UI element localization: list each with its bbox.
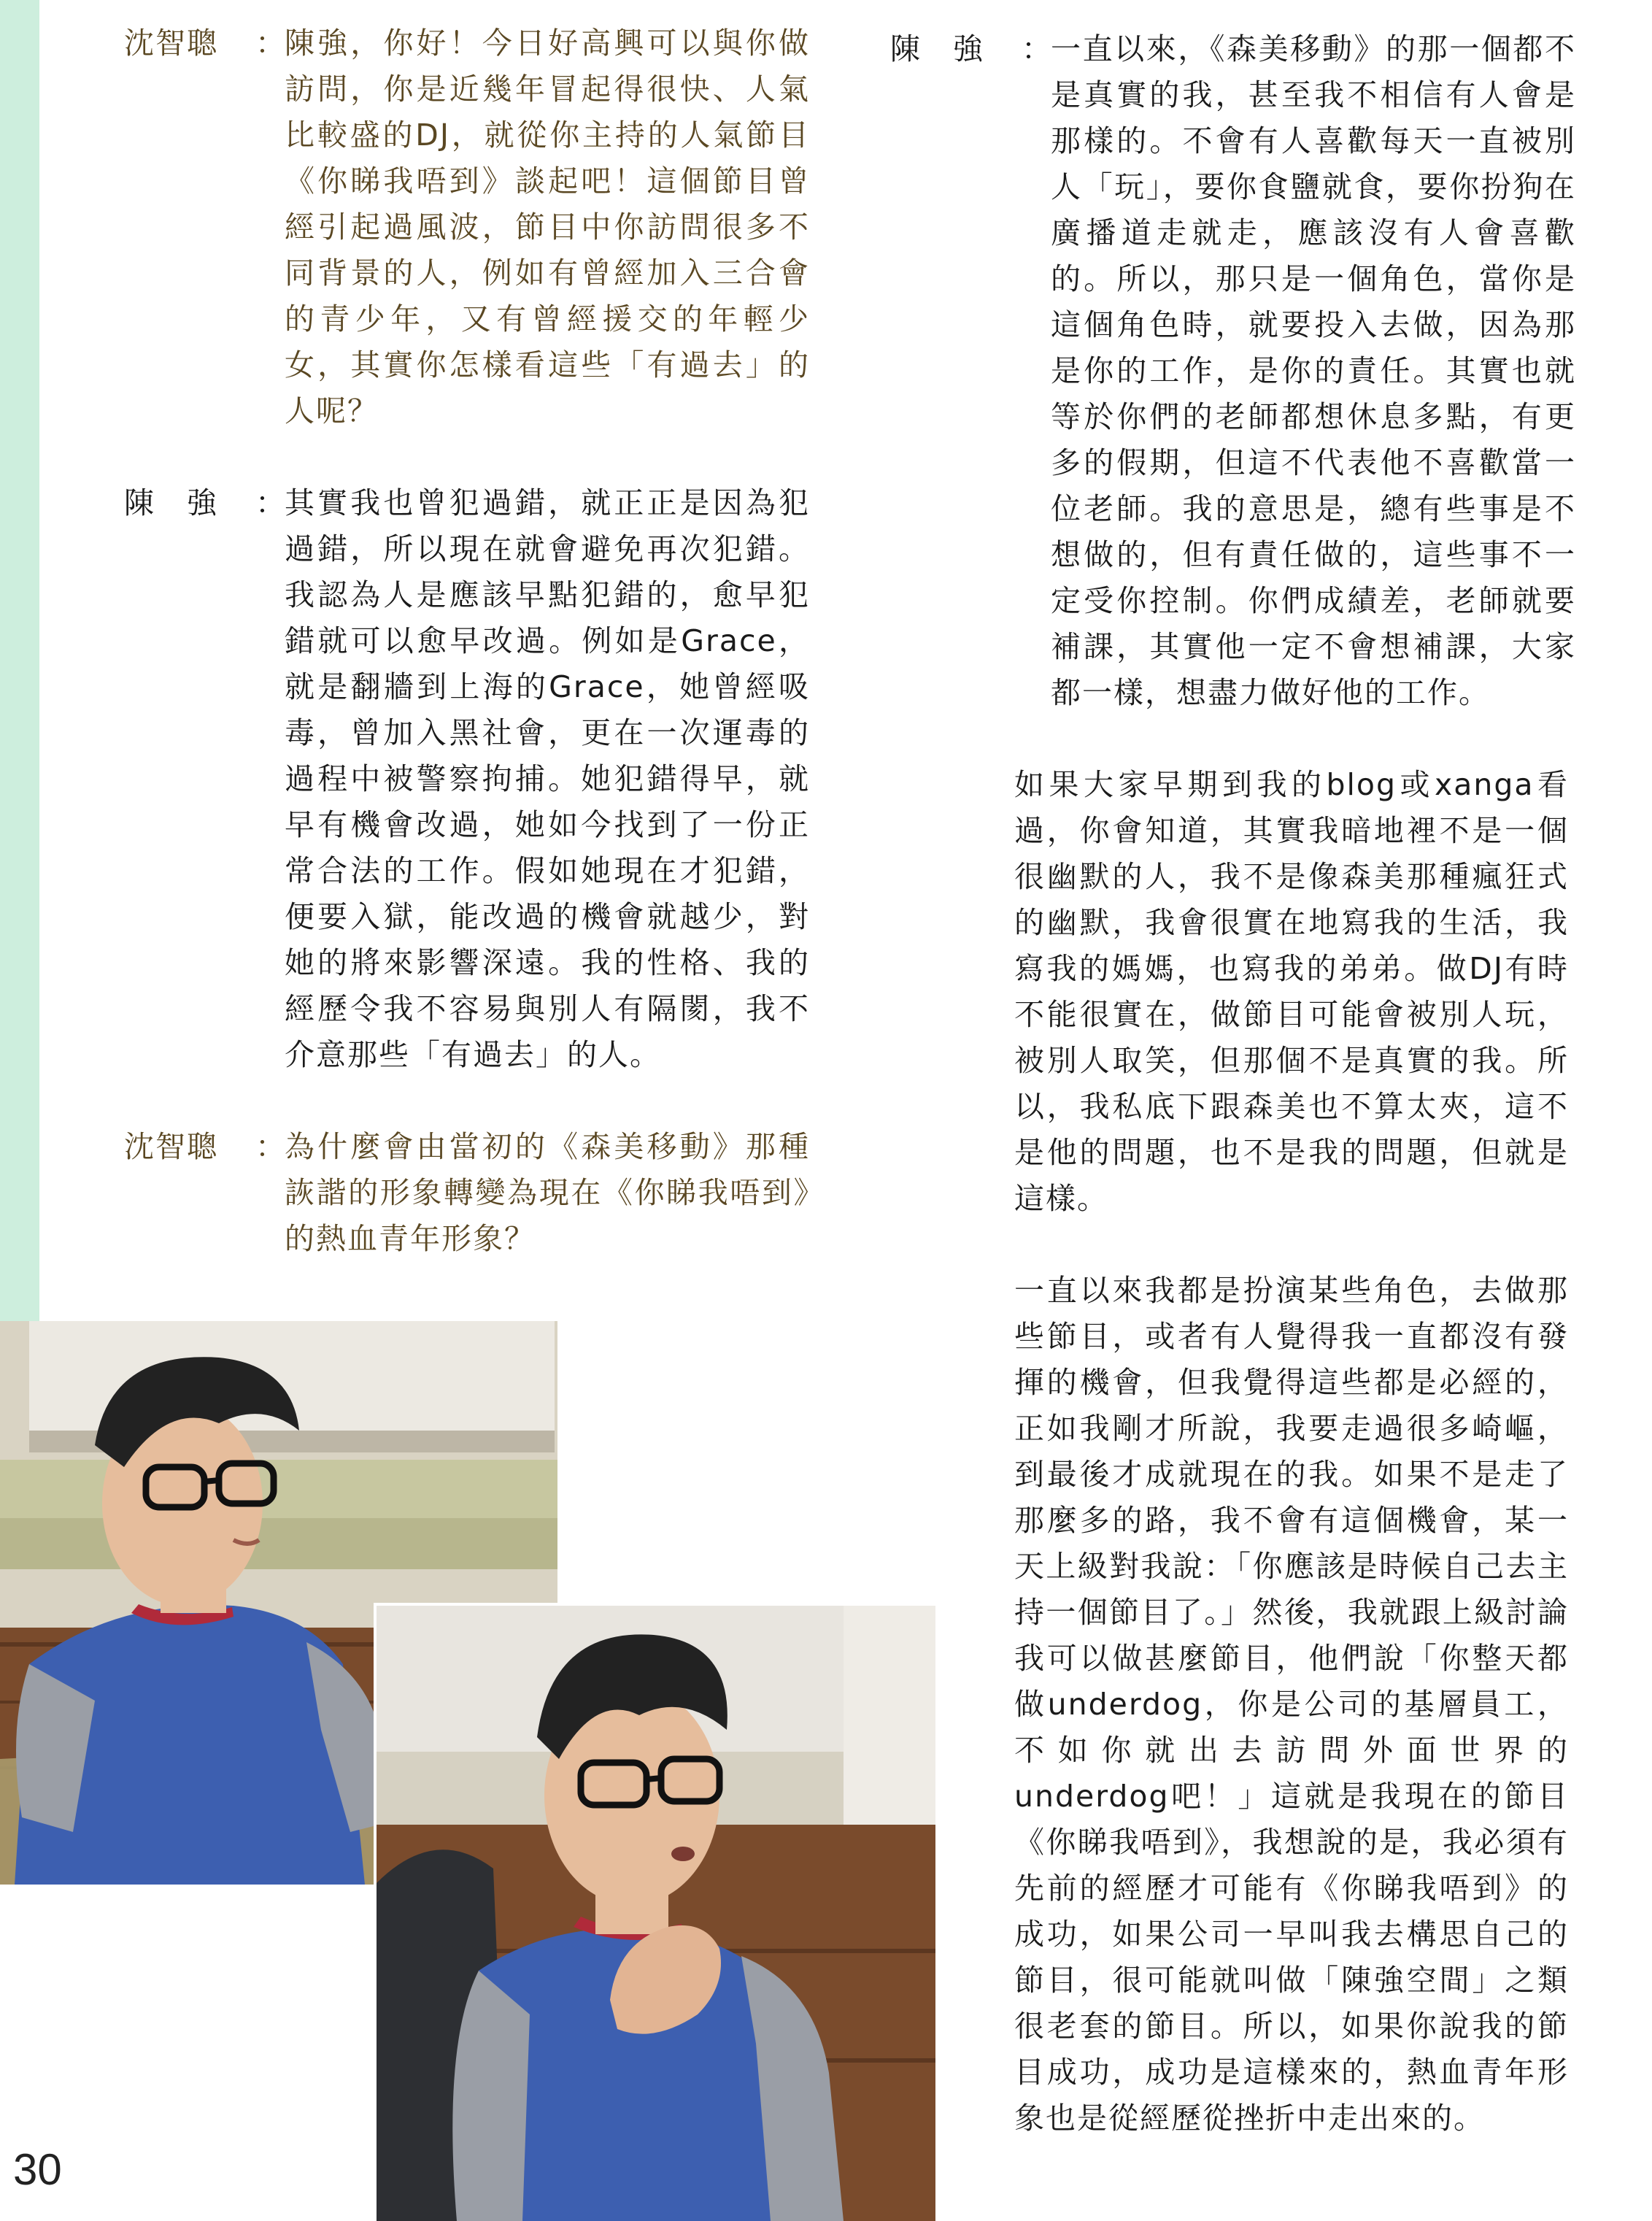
interview-photo-2 bbox=[374, 1603, 935, 2221]
speaker-name: 沈智聰 bbox=[124, 26, 218, 61]
speaker-name: 陳 強 bbox=[890, 31, 984, 66]
speaker-name: 陳 強 bbox=[124, 485, 218, 520]
question-text: 陳強，你好！今日好高興可以與你做訪問，你是近幾年冒起得很快、人氣比較盛的DJ，就從你主持的人氣節目《你睇我唔到》談起吧！這個節目曾經引起過風波，節目中你訪問很多不同背景的人，例如有曾經加入三合會的青少年，又有曾經援交的年輕少女，其實你怎樣看這些「有過去」的人呢？ bbox=[285, 26, 810, 428]
answer-text: 一直以來，《森美移動》的那一個都不是真實的我，甚至我不相信有人會是那樣的。不會有人喜歡每天一直被別人「玩」，要你食鹽就食，要你扮狗在廣播道走就走，應該沒有人會喜歡的。所以，那只是一個角色，當你是這個角色時，就要投入去做，因為那是你的工作，是你的責任。其實也就等於你們的老師都想休息多點，有更多的假期，但這不代表他不喜歡當一位老師。我的意思是，總有些事是不想做的，但有責任做的，這些事不一定受你控制。你們成績差，老師就要補課，其實他一定不會想補課，大家都一樣，想盡力做好他的工作。 bbox=[1051, 31, 1576, 710]
speaker-colon: ： bbox=[255, 485, 287, 520]
body-paragraph: 如果大家早期到我的blog或xanga看過，你會知道，其實我暗地裡不是一個很幽默的人，我不是像森美那種瘋狂式的幽默，我會很實在地寫我的生活，我寫我的媽媽，也寫我的弟弟。做DJ有時不能很實在，做節目可能會被別人玩，被別人取笑，但那個不是真實的我。所以，我私底下跟森美也不算太夾，這不是他的問題，也不是我的問題，但就是這樣。 bbox=[1014, 767, 1569, 1216]
interview-photo-2-image bbox=[377, 1606, 935, 2221]
page-number: 30 bbox=[13, 2145, 62, 2194]
speaker-colon: ： bbox=[255, 26, 287, 61]
body-paragraph: 一直以來我都是扮演某些角色，去做那些節目，或者有人覺得我一直都沒有發揮的機會，但我覺得這些都是必經的，正如我剛才所說，我要走過很多崎嶇，到最後才成就現在的我。如果不是走了那麼多的路，我不會有這個機會，某一天上級對我說：「你應該是時候自己去主持一個節目了。」然後，我就跟上級討論我可以做甚麼節目，他們說「你整天都做underdog，你是公司的基層員工，不如你就出去訪問外面世界的underdog吧！」這就是我現在的節目《你睇我唔到》，我想說的是，我必須有先前的經歷才可能有《你睇我唔到》的成功，如果公司一早叫我去構思自己的節目，很可能就叫做「陳強空間」之類很老套的節目。所以，如果你說我的節目成功，成功是這樣來的，熱血青年形象也是從經歷從挫折中走出來的。 bbox=[1014, 1273, 1569, 2136]
question-block bbox=[124, 20, 810, 434]
green-margin-strip bbox=[0, 0, 39, 1321]
question-text: 為什麼會由當初的《森美移動》那種詼諧的形象轉變為現在《你睇我唔到》的熱血青年形象？ bbox=[285, 1129, 810, 1256]
speaker-name: 沈智聰 bbox=[124, 1129, 218, 1164]
answer-text: 其實我也曾犯過錯，就正正是因為犯過錯，所以現在就會避免再次犯錯。我認為人是應該早點犯錯的，愈早犯錯就可以愈早改過。例如是Grace，就是翻牆到上海的Grace，她曾經吸毒，曾加入黑社會，更在一次運毒的過程中被警察拘捕。她犯錯得早，就早有機會改過，她如今找到了一份正常合法的工作。假如她現在才犯錯，便要入獄，能改過的機會就越少，對她的將來影響深遠。我的性格、我的經歷令我不容易與別人有隔閡，我不介意那些「有過去」的人。 bbox=[285, 485, 810, 1072]
speaker-colon: ： bbox=[1022, 31, 1053, 66]
answer-block bbox=[890, 26, 1576, 716]
question-block bbox=[124, 1124, 810, 1262]
left-text-column bbox=[124, 20, 810, 1262]
speaker-colon: ： bbox=[255, 1129, 287, 1164]
right-text-column bbox=[890, 26, 1576, 2171]
answer-block bbox=[124, 480, 810, 1078]
